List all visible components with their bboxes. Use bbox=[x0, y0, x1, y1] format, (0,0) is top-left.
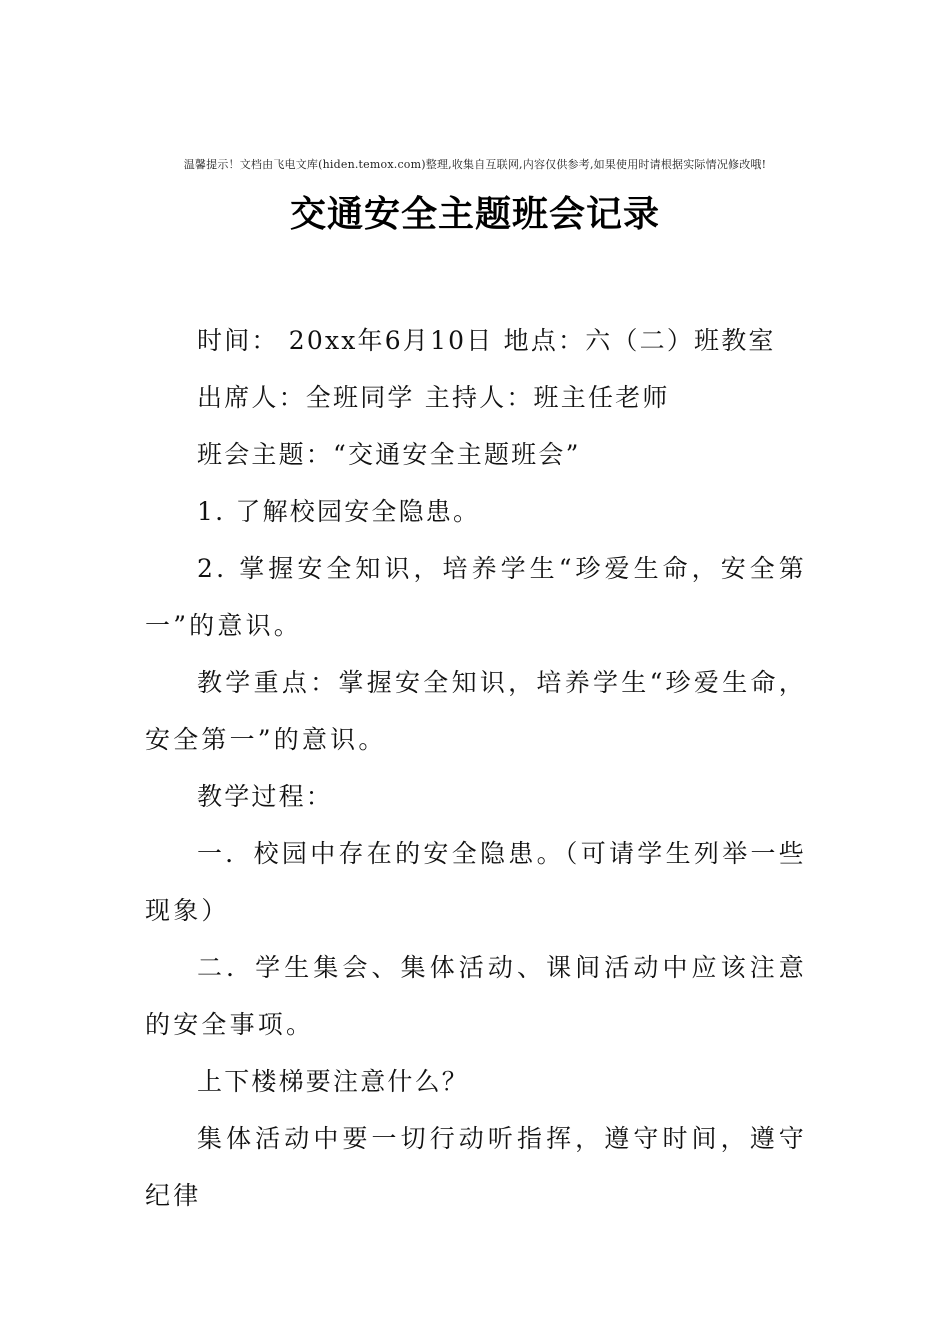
header-notice: 温馨提示！文档由飞电文库(hiden.temox.com)整理,收集自互联网,内容仅供参考,如果使用时请根据实际情况修改哦! bbox=[183, 158, 767, 171]
document-body bbox=[145, 312, 807, 1224]
objective-item-2: 2. 掌握安全知识，培养学生“珍爱生命，安全第一”的意识。 bbox=[145, 554, 807, 640]
objective-item-1: 1. 了解校园安全隐患。 bbox=[197, 497, 481, 526]
teaching-focus: 教学重点：掌握安全知识，培养学生“珍爱生命，安全第一”的意识。 bbox=[145, 668, 807, 754]
process-section-1: 一．校园中存在的安全隐患。（可请学生列举一些现象） bbox=[145, 839, 807, 925]
document-title: 交通安全主题班会记录 bbox=[289, 194, 660, 235]
meeting-theme: 班会主题：“交通安全主题班会” bbox=[197, 440, 581, 469]
stairs-question: 上下楼梯要注意什么？ bbox=[197, 1067, 470, 1096]
meeting-time-place: 时间： 20xx年6月10日 地点：六（二）班教室 bbox=[197, 326, 776, 355]
meeting-attendees: 出席人：全班同学 主持人：班主任老师 bbox=[197, 383, 670, 412]
teaching-process-heading: 教学过程： bbox=[197, 782, 334, 811]
process-section-2: 二．学生集会、集体活动、课间活动中应该注意的安全事项。 bbox=[145, 953, 807, 1039]
group-activity-rules: 集体活动中要一切行动听指挥，遵守时间，遵守纪律 bbox=[145, 1124, 807, 1210]
